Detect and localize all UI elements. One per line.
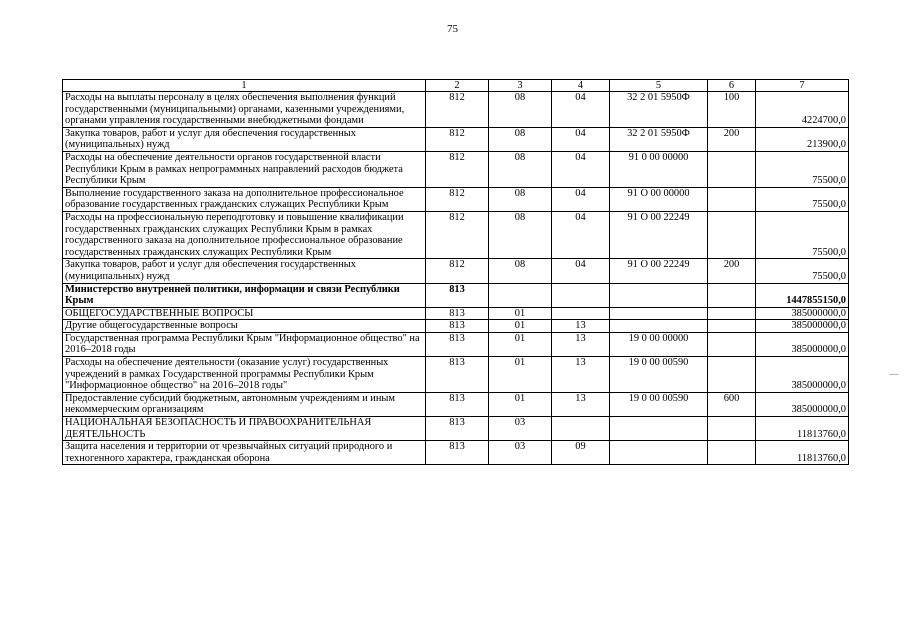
amount-cell: 75500,0 (756, 259, 849, 283)
header-cell-4: 4 (552, 80, 610, 92)
scan-artifact (889, 374, 899, 375)
table-row (63, 151, 849, 187)
target-article-cell: 32 2 01 5950Ф (610, 92, 708, 128)
expense-type-cell (708, 307, 756, 320)
section-code-cell: 03 (489, 441, 552, 465)
header-cell-2: 2 (426, 80, 489, 92)
table-row (63, 320, 849, 333)
item-name-cell: Закупка товаров, работ и услуг для обеспечения государственных (муниципальных) нужд (63, 127, 426, 151)
chapter-code-cell: 813 (426, 441, 489, 465)
table-row (63, 392, 849, 416)
amount-cell: 1447855150,0 (756, 283, 849, 307)
item-name-cell: Государственная программа Республики Крым "Информационное общество" на 2016–2018 годы (63, 332, 426, 356)
chapter-code-cell: 813 (426, 357, 489, 393)
section-code-cell: 08 (489, 259, 552, 283)
amount-cell: 75500,0 (756, 187, 849, 211)
chapter-code-cell: 813 (426, 392, 489, 416)
target-article-cell (610, 307, 708, 320)
item-name-cell: Расходы на обеспечение деятельности (оказание услуг) государственных учреждений в рамках Государственной программы Республики Крым "Информационное общество" на 2016–2018 годы" (63, 357, 426, 393)
item-name-cell: Выполнение государственного заказа на дополнительное профессиональное образование государственных гражданских служащих Республики Крым (63, 187, 426, 211)
target-article-cell: 91 О 00 00000 (610, 187, 708, 211)
item-name-cell: Закупка товаров, работ и услуг для обеспечения государственных (муниципальных) нужд (63, 259, 426, 283)
table-row (63, 283, 849, 307)
amount-cell: 11813760,0 (756, 441, 849, 465)
table-row (63, 357, 849, 393)
target-article-cell (610, 417, 708, 441)
chapter-code-cell: 813 (426, 320, 489, 333)
section-code-cell: 03 (489, 417, 552, 441)
header-cell-6: 6 (708, 80, 756, 92)
chapter-code-cell: 812 (426, 151, 489, 187)
target-article-cell: 19 0 00 00590 (610, 392, 708, 416)
target-article-cell: 19 0 00 00000 (610, 332, 708, 356)
subsection-code-cell: 04 (552, 211, 610, 258)
expense-type-cell (708, 151, 756, 187)
table-row (63, 187, 849, 211)
expense-type-cell: 100 (708, 92, 756, 128)
amount-cell: 385000000,0 (756, 392, 849, 416)
subsection-code-cell: 13 (552, 392, 610, 416)
item-name-cell: Расходы на выплаты персоналу в целях обеспечения выполнения функций государственными (муниципальными) органами, казенными учреждениями, органами управления государственными внебюджетными фондами (63, 92, 426, 128)
amount-cell: 75500,0 (756, 151, 849, 187)
subsection-code-cell: 04 (552, 187, 610, 211)
expense-type-cell (708, 332, 756, 356)
item-name-cell: ОБЩЕГОСУДАРСТВЕННЫЕ ВОПРОСЫ (63, 307, 426, 320)
section-code-cell: 01 (489, 320, 552, 333)
item-name-cell: НАЦИОНАЛЬНАЯ БЕЗОПАСНОСТЬ И ПРАВООХРАНИТЕЛЬНАЯ ДЕЯТЕЛЬНОСТЬ (63, 417, 426, 441)
item-name-cell: Другие общегосударственные вопросы (63, 320, 426, 333)
amount-cell: 385000000,0 (756, 307, 849, 320)
subsection-code-cell: 13 (552, 332, 610, 356)
header-cell-1: 1 (63, 80, 426, 92)
table-row (63, 211, 849, 258)
target-article-cell: 91 О 00 22249 (610, 259, 708, 283)
amount-cell: 4224700,0 (756, 92, 849, 128)
chapter-code-cell: 812 (426, 259, 489, 283)
chapter-code-cell: 812 (426, 187, 489, 211)
item-name-cell: Защита населения и территории от чрезвычайных ситуаций природного и техногенного характера, гражданская оборона (63, 441, 426, 465)
subsection-code-cell (552, 307, 610, 320)
section-code-cell: 01 (489, 357, 552, 393)
expense-type-cell (708, 417, 756, 441)
chapter-code-cell: 813 (426, 283, 489, 307)
target-article-cell: 91 О 00 22249 (610, 211, 708, 258)
amount-cell: 385000000,0 (756, 320, 849, 333)
page-number: 75 (447, 23, 458, 35)
target-article-cell: 19 0 00 00590 (610, 357, 708, 393)
target-article-cell (610, 441, 708, 465)
subsection-code-cell: 04 (552, 92, 610, 128)
table-row (63, 332, 849, 356)
table-row (63, 441, 849, 465)
chapter-code-cell: 812 (426, 92, 489, 128)
section-code-cell: 01 (489, 332, 552, 356)
expense-type-cell (708, 283, 756, 307)
chapter-code-cell: 812 (426, 211, 489, 258)
table-row (63, 417, 849, 441)
section-code-cell: 08 (489, 187, 552, 211)
target-article-cell: 32 2 01 5950Ф (610, 127, 708, 151)
expense-type-cell: 600 (708, 392, 756, 416)
chapter-code-cell: 813 (426, 307, 489, 320)
section-code-cell: 01 (489, 307, 552, 320)
expense-type-cell (708, 320, 756, 333)
section-code-cell: 08 (489, 127, 552, 151)
subsection-code-cell: 13 (552, 320, 610, 333)
expense-type-cell: 200 (708, 259, 756, 283)
table-row (63, 259, 849, 283)
section-code-cell: 01 (489, 392, 552, 416)
table-row (63, 307, 849, 320)
chapter-code-cell: 812 (426, 127, 489, 151)
table-row (63, 92, 849, 128)
amount-cell: 385000000,0 (756, 357, 849, 393)
budget-table (62, 79, 849, 465)
expense-type-cell (708, 211, 756, 258)
target-article-cell (610, 283, 708, 307)
section-code-cell: 08 (489, 151, 552, 187)
expense-type-cell (708, 357, 756, 393)
expense-type-cell (708, 441, 756, 465)
section-code-cell (489, 283, 552, 307)
item-name-cell: Предоставление субсидий бюджетным, автономным учреждениям и иным некоммерческим организациям (63, 392, 426, 416)
amount-cell: 385000000,0 (756, 332, 849, 356)
subsection-code-cell (552, 283, 610, 307)
header-cell-7: 7 (756, 80, 849, 92)
chapter-code-cell: 813 (426, 417, 489, 441)
subsection-code-cell: 04 (552, 151, 610, 187)
subsection-code-cell: 04 (552, 127, 610, 151)
subsection-code-cell: 04 (552, 259, 610, 283)
expense-type-cell (708, 187, 756, 211)
chapter-code-cell: 813 (426, 332, 489, 356)
amount-cell: 11813760,0 (756, 417, 849, 441)
amount-cell: 213900,0 (756, 127, 849, 151)
table-header-row (63, 80, 849, 92)
target-article-cell (610, 320, 708, 333)
section-code-cell: 08 (489, 92, 552, 128)
header-cell-5: 5 (610, 80, 708, 92)
subsection-code-cell: 09 (552, 441, 610, 465)
subsection-code-cell (552, 417, 610, 441)
item-name-cell: Расходы на профессиональную переподготовку и повышение квалификации государственных гражданских служащих Республики Крым в рамках государственного заказа на дополнительное профессиональное образование государственных гражданских служащих Республики Крым (63, 211, 426, 258)
expense-type-cell: 200 (708, 127, 756, 151)
subsection-code-cell: 13 (552, 357, 610, 393)
amount-cell: 75500,0 (756, 211, 849, 258)
target-article-cell: 91 0 00 00000 (610, 151, 708, 187)
section-code-cell: 08 (489, 211, 552, 258)
table-row (63, 127, 849, 151)
header-cell-3: 3 (489, 80, 552, 92)
item-name-cell: Министерство внутренней политики, информации и связи Республики Крым (63, 283, 426, 307)
item-name-cell: Расходы на обеспечение деятельности органов государственной власти Республики Крым в рамках непрограммных направлений расходов бюджета Республики Крым (63, 151, 426, 187)
